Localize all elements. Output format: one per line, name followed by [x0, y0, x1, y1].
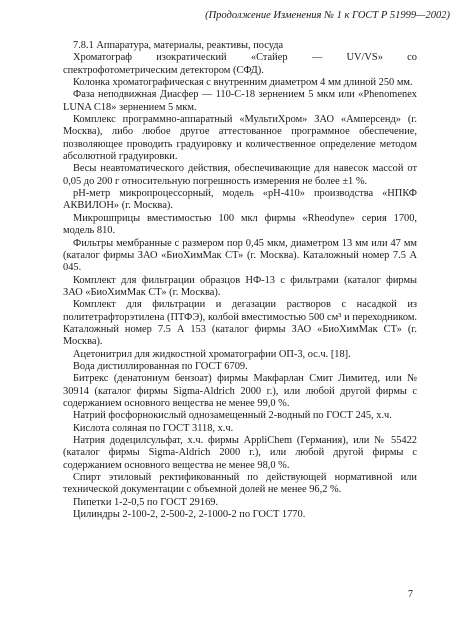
document-body	[63, 40, 417, 521]
paragraph: Пипетки 1-2-0,5 по ГОСТ 29169.	[73, 496, 219, 508]
running-header: (Продолжение Изменения № 1 к ГОСТ Р 51999—2002)	[205, 10, 450, 21]
page-number: 7	[408, 589, 413, 600]
paragraph: рН-метр микропроцессорный, модель «рН-410» производства «НПКФ АКВИЛОН» (г. Москва).	[63, 188, 417, 212]
paragraph: Спирт этиловый ректификованный по действующей нормативной или технической документации с объемной долей не менее 96,2 %.	[63, 472, 417, 496]
paragraph: Натрия додецилсульфат, х.ч. фирмы AppliChem (Германия), или № 55422 (каталог фирмы Sigma-Aldrich 2000 г.), или любой другой фирмы с содержанием основного вещества не менее 98,0 %.	[63, 435, 417, 471]
paragraph: Фильтры мембранные с размером пор 0,45 мкм, диаметром 13 мм или 47 мм (каталог фирмы ЗАО «БиоХимМак СТ» (г. Москва). Каталожный номер 7.5 А 045.	[63, 237, 417, 274]
paragraph: Микрошприцы вместимостью 100 мкл фирмы «Rheodyne» серия 1700, модель 810.	[63, 212, 417, 237]
paragraph: Цилиндры 2-100-2, 2-500-2, 2-1000-2 по ГОСТ 1770.	[73, 509, 306, 521]
paragraph: Кислота соляная по ГОСТ 3118, х.ч.	[73, 422, 234, 434]
paragraph: Комплект для фильтрации образцов НФ-13 с фильтрами (каталог фирмы ЗАО «БиоХимМак СТ» (г. Москва).	[63, 274, 417, 298]
paragraph: Комплекс программно-аппаратный «МультиХром» ЗАО «Амперсенд» (г. Москва), либо любое другое аттестованное программное обеспечение, позволяющее проводить градуировку и количественное определение методом абсолютной градуировки.	[63, 114, 417, 163]
section-heading: 7.8.1 Аппаратура, материалы, реактивы, посуда	[73, 40, 284, 51]
paragraph: Натрий фосфорнокислый однозамещенный 2-водный по ГОСТ 245, х.ч.	[73, 410, 392, 422]
paragraph: Колонка хроматографическая с внутренним диаметром 4 мм длиной 250 мм.	[73, 77, 413, 89]
paragraph: Хроматограф изократический «Стайер — UV/VS» со спектрофотометрическим детектором (СФД).	[63, 52, 417, 76]
paragraph: Комплект для фильтрации и дегазации растворов с насадкой из политетрафторэтилена (ПТФЭ), колбой вместимостью 500 см³ и переходником. Каталожный номер 7.5 А 153 (каталог фирмы ЗАО «БиоХимМак СТ» (г. Москва).	[63, 299, 417, 348]
paragraph: Битрекс (денатониум бензоат) фирмы Макфарлан Смит Лимитед, или № 30914 (каталог фирмы Sigma-Aldrich 2000 г.), или любой другой фирмы с содержанием основного вещества не менее 99,0 %.	[63, 373, 417, 409]
paragraph: Ацетонитрил для жидкостной хроматографии ОП-3, ос.ч. [18].	[73, 348, 351, 360]
paragraph: Вода дистиллированная по ГОСТ 6709.	[73, 360, 248, 372]
paragraph: Весы неавтоматического действия, обеспечивающие для навесок массой от 0,05 до 200 г относительную погрешность измерения не более ±1 %.	[63, 163, 417, 187]
paragraph: Фаза неподвижная Диасфер — 110-С-18 зернением 5 мкм или «Phenomenex LUNA C18» зернением 5 мкм.	[63, 89, 417, 113]
